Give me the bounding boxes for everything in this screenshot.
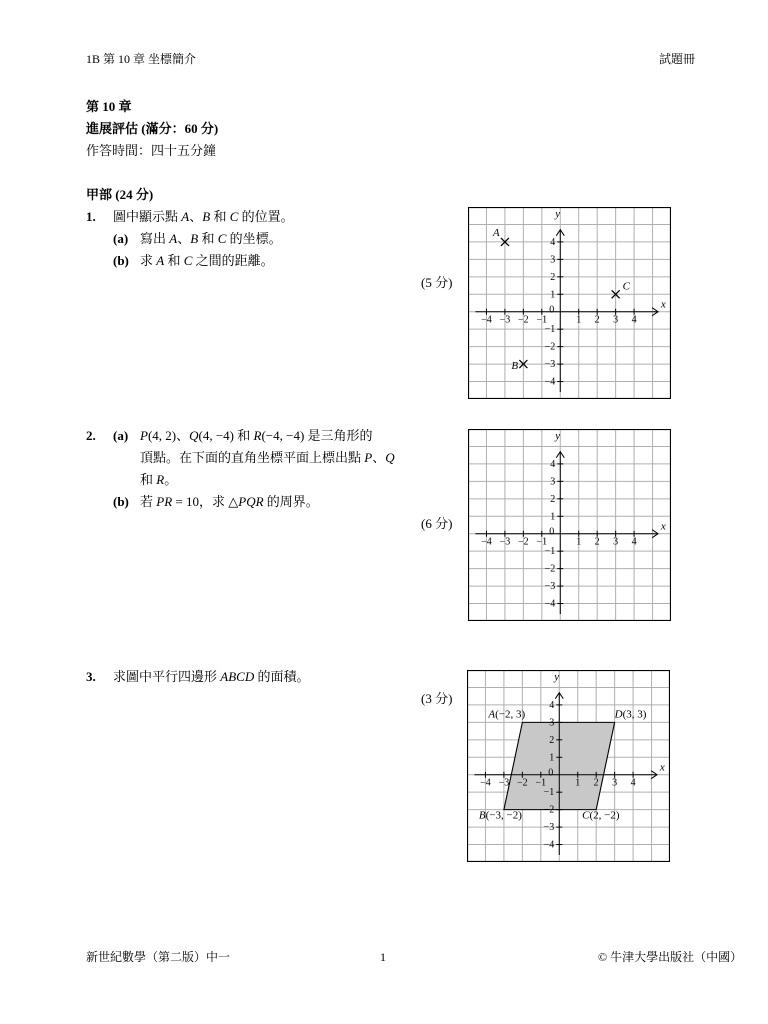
chapter-instruction: 作答時間：四十五分鐘 <box>86 143 217 158</box>
header-right: 試題冊 <box>659 52 696 66</box>
vertex-d-label <box>614 708 647 720</box>
y-tick-label: 2 <box>550 493 556 505</box>
y-tick-label: −3 <box>544 359 556 371</box>
y-tick-label: 2 <box>550 271 556 283</box>
x-tick-label: −1 <box>536 536 548 548</box>
q3-stem-1: 求圖中平行四邊形 <box>113 669 221 684</box>
q1-stem <box>113 209 294 225</box>
y-tick-label: 4 <box>550 236 556 248</box>
q2b-text-3: 的周界。 <box>263 494 319 509</box>
q1b-end: 之間的距離。 <box>192 253 274 268</box>
q1b-text-1: 求 <box>140 253 157 268</box>
origin-label: 0 <box>549 304 555 316</box>
q2a-line3-r: R <box>156 472 165 487</box>
q2-number: 2. <box>86 428 96 443</box>
point-c-label: C <box>622 280 630 293</box>
q2b-text <box>140 494 319 510</box>
x-axis-label: x <box>660 298 666 311</box>
q2-r: R <box>253 428 262 443</box>
x-tick-label: −2 <box>518 536 529 548</box>
y-tick-label: −1 <box>544 546 556 558</box>
q1a-text <box>140 231 282 247</box>
x-axis-label: x <box>659 761 665 774</box>
graph-q3 <box>467 670 670 862</box>
x-tick-label: 2 <box>594 536 600 548</box>
y-tick-label: −2 <box>544 563 556 575</box>
x-tick-label: 3 <box>613 314 619 326</box>
x-tick-label: 2 <box>593 777 599 789</box>
y-tick-label: −4 <box>544 376 556 388</box>
x-tick-label: −1 <box>535 777 547 789</box>
vertex-b-coord: (−3, −2) <box>485 809 522 822</box>
x-tick-label: −2 <box>517 777 528 789</box>
vertex-a-coord: (−2, 3) <box>495 708 526 721</box>
x-tick-label: −4 <box>481 314 492 326</box>
q2-r-coord: (−4, −4) 是三角形的 <box>261 428 373 443</box>
q1-stem-text: 圖中顯示點 <box>113 209 182 224</box>
q1a-letter-c: C <box>217 231 227 246</box>
x-tick-label: 1 <box>575 777 581 789</box>
y-tick-label: 4 <box>550 458 556 470</box>
q1-letter-a: A <box>181 209 190 224</box>
y-tick-label: −2 <box>544 341 556 353</box>
q1-stem-end: 的位置。 <box>238 209 294 224</box>
y-tick-label: 1 <box>550 511 556 523</box>
y-tick-label: −1 <box>544 324 556 336</box>
q2b-pqr: PQR <box>238 494 264 509</box>
x-tick-label: −4 <box>481 536 492 548</box>
section-title: 甲部 (24 分) <box>86 187 154 202</box>
y-axis-label: y <box>554 671 560 683</box>
q2b-text-1: 若 <box>140 494 157 509</box>
q2b-label: (b) <box>113 494 129 509</box>
q2a-line3-post: 。 <box>164 472 178 487</box>
q2-p: P <box>140 428 148 443</box>
footer-right: © 牛津大學出版社（中國） <box>598 950 743 964</box>
q1b-letter-c: C <box>183 253 193 268</box>
q3-stem <box>113 669 309 685</box>
vertex-c-coord: (2, −2) <box>589 809 620 822</box>
point-a-label: A <box>492 226 500 239</box>
q1-stem-and: 和 <box>210 209 230 224</box>
x-tick-label: −3 <box>498 777 510 789</box>
y-tick-label: 3 <box>550 476 556 488</box>
y-tick-label: −4 <box>544 598 556 610</box>
q1a-text-1: 寫出 <box>140 231 170 246</box>
q1a-letter-a: A <box>169 231 178 246</box>
q2a-line2 <box>140 450 395 466</box>
y-tick-label: −3 <box>544 581 556 593</box>
x-tick-label: 1 <box>576 536 582 548</box>
y-tick-label: 2 <box>549 734 555 746</box>
footer-left: 新世紀數學（第二版）中一 <box>86 950 231 964</box>
q1a-letter-b: B <box>190 231 199 246</box>
x-tick-label: −3 <box>499 314 511 326</box>
q2-p-coord: (4, 2)、 <box>147 428 190 443</box>
q3-marks: (3 分) <box>421 691 453 706</box>
point-b-label: B <box>511 360 519 373</box>
origin-label: 0 <box>548 767 554 779</box>
q1b-letter-a: A <box>156 253 165 268</box>
q2a-line3 <box>140 472 177 488</box>
origin-label: 0 <box>549 526 555 538</box>
x-tick-label: 4 <box>631 536 637 548</box>
y-tick-label: 3 <box>549 717 555 729</box>
vertex-b-label <box>479 810 522 822</box>
chapter-title: 第 10 章 <box>86 99 132 114</box>
vertex-d-coord: (3, 3) <box>622 708 647 721</box>
q2a-line2-q: Q <box>385 450 395 465</box>
x-tick-label: 3 <box>613 536 619 548</box>
x-tick-label: −2 <box>518 314 529 326</box>
x-tick-label: −1 <box>536 314 548 326</box>
vertex-c-letter: C <box>582 809 590 822</box>
y-tick-label: −4 <box>543 839 555 851</box>
x-tick-label: −4 <box>480 777 491 789</box>
x-tick-label: 3 <box>612 777 618 789</box>
y-tick-label: −2 <box>543 804 555 816</box>
x-tick-label: 4 <box>630 777 636 789</box>
y-tick-label: 1 <box>550 289 556 301</box>
q2a-line2-sep: 、 <box>372 450 386 465</box>
q2a-label: (a) <box>113 428 129 443</box>
chapter-subtitle: 進展評估 (滿分：60 分) <box>86 121 219 136</box>
q1-number: 1. <box>86 209 96 224</box>
x-tick-label: 2 <box>594 314 600 326</box>
q1-letter-b: B <box>202 209 211 224</box>
q2a-line3-pre: 和 <box>140 472 157 487</box>
y-tick-label: 1 <box>549 752 555 764</box>
vertex-d-letter: D <box>614 708 623 721</box>
q1a-label: (a) <box>113 231 129 246</box>
q1-letter-c: C <box>229 209 239 224</box>
x-tick-label: 4 <box>631 314 637 326</box>
graph-border <box>469 430 671 621</box>
vertex-b-letter: B <box>478 809 486 822</box>
q2-q-coord: (4, −4) 和 <box>198 428 254 443</box>
q1-stem-sep: 、 <box>189 209 203 224</box>
graph-q2 <box>468 429 671 621</box>
q3-abcd: ABCD <box>220 669 255 684</box>
q1b-text <box>140 253 274 269</box>
graph-q1 <box>468 207 671 399</box>
q1-marks: (5 分) <box>421 275 453 290</box>
q1a-end: 的坐標。 <box>226 231 282 246</box>
y-tick-label: 3 <box>550 254 556 266</box>
y-axis-label: y <box>555 208 561 220</box>
y-axis-label: y <box>555 430 561 442</box>
q2a-line2-p: P <box>364 450 373 465</box>
q2-marks: (6 分) <box>421 516 453 531</box>
y-tick-label: −3 <box>543 822 555 834</box>
q2a-line1 <box>140 428 373 444</box>
q2b-pr: PR <box>156 494 173 509</box>
header-left: 1B 第 10 章 坐標簡介 <box>86 52 197 66</box>
q1b-and: 和 <box>164 253 184 268</box>
q2-q: Q <box>189 428 199 443</box>
x-tick-label: −3 <box>499 536 511 548</box>
x-tick-label: 1 <box>576 314 582 326</box>
q3-stem-2: 的面積。 <box>254 669 310 684</box>
q3-number: 3. <box>86 669 96 684</box>
q2a-line2-text: 頂點。在下面的直角坐標平面上標出點 <box>140 450 365 465</box>
y-tick-label: 4 <box>549 699 555 711</box>
vertex-a-letter: A <box>488 708 496 721</box>
vertex-c-label <box>582 810 620 822</box>
q1a-and: 和 <box>198 231 218 246</box>
q1b-label: (b) <box>113 253 129 268</box>
vertex-a-label <box>487 708 525 720</box>
y-tick-label: −1 <box>543 787 555 799</box>
q1a-sep: 、 <box>177 231 191 246</box>
x-axis-label: x <box>660 520 666 533</box>
q2b-text-2: = 10，求 △ <box>172 494 239 509</box>
page-number: 1 <box>380 950 386 964</box>
